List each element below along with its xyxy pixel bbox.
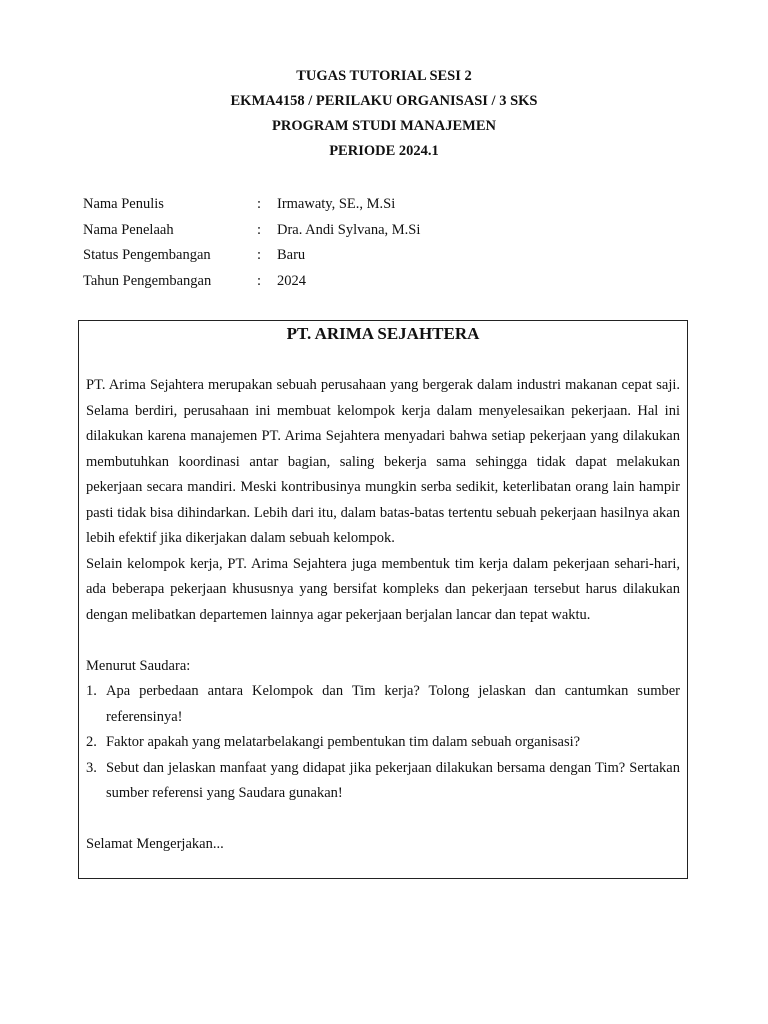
meta-row-author	[83, 192, 420, 218]
header-period: PERIODE 2024.1	[329, 143, 439, 159]
spacer	[86, 628, 680, 654]
question-text: Apa perbedaan antara Kelompok dan Tim kerja? Tolong jelaskan dan cantumkan sumber referensinya!	[106, 683, 680, 725]
meta-row-status	[83, 243, 420, 269]
question-prompt: Menurut Saudara:	[86, 657, 191, 674]
meta-label: Tahun Pengembangan	[83, 272, 212, 289]
meta-label: Nama Penulis	[83, 196, 164, 212]
meta-value: 2024	[277, 272, 306, 289]
header-program: PROGRAM STUDI MANAJEMEN	[272, 118, 496, 134]
question-number: 1.	[86, 683, 97, 699]
question-list	[86, 679, 680, 807]
case-body	[86, 373, 680, 858]
question-item	[86, 679, 680, 730]
meta-row-year	[83, 269, 420, 295]
case-paragraph-1: PT. Arima Sejahtera merupakan sebuah perusahaan yang bergerak dalam industri makanan cepat saji. Selama berdiri, perusahaan ini membuat kelompok kerja dalam menyelesaikan pekerjaan. Hal ini dilakukan karena manajemen PT. Arima Sejahtera menyadari bahwa setiap pekerjaan yang dilakukan membutuhkan koordinasi antar bagian, saling bekerja sama sehingga tidak dapat melakukan pekerjaan secara mandiri. Meski kontribusinya mungkin serba sedikit, keterlibatan orang lain hampir pasti tidak bisa dihindarkan. Lebih dari itu, dalam batas-batas tertentu sebuah pekerjaan hasilnya akan lebih efektif jika dikerjakan dalam sebuah kelompok.	[86, 377, 680, 546]
question-number: 3.	[86, 759, 97, 776]
meta-value: Irmawaty, SE., M.Si	[277, 196, 396, 212]
meta-colon: :	[257, 247, 262, 263]
spacer	[86, 807, 680, 833]
case-study-box	[78, 320, 688, 879]
question-item	[86, 730, 680, 756]
header-course: EKMA4158 / PERILAKU ORGANISASI / 3 SKS	[230, 93, 538, 109]
meta-colon: :	[257, 196, 262, 212]
meta-colon: :	[257, 221, 262, 238]
meta-value: Dra. Andi Sylvana, M.Si	[277, 221, 421, 238]
closing-text: Selamat Mengerjakan...	[86, 836, 224, 852]
meta-label: Nama Penelaah	[83, 221, 174, 238]
question-number: 2.	[86, 734, 97, 750]
meta-colon: :	[257, 272, 262, 289]
case-title: PT. ARIMA SEJAHTERA	[286, 324, 480, 343]
question-text: Sebut dan jelaskan manfaat yang didapat jika pekerjaan dilakukan bersama dengan Tim? Sertakan sumber referensi yang Saudara gunakan!	[106, 759, 680, 801]
header-title: TUGAS TUTORIAL SESI 2	[296, 68, 472, 84]
meta-row-reviewer	[83, 218, 420, 244]
question-text: Faktor apakah yang melatarbelakangi pembentukan tim dalam sebuah organisasi?	[106, 734, 581, 750]
case-paragraph-2: Selain kelompok kerja, PT. Arima Sejahtera juga membentuk tim kerja dalam pekerjaan sehari-hari, ada beberapa pekerjaan khususnya yang bersifat kompleks dan pekerjaan tersebut harus dilakukan dengan melibatkan departemen lainnya agar pekerjaan berjalan lancar dan tepat waktu.	[86, 555, 680, 623]
metadata-table	[83, 192, 420, 294]
meta-value: Baru	[277, 247, 306, 263]
meta-label: Status Pengembangan	[83, 247, 211, 263]
document-header	[0, 64, 768, 164]
question-item	[86, 756, 680, 807]
